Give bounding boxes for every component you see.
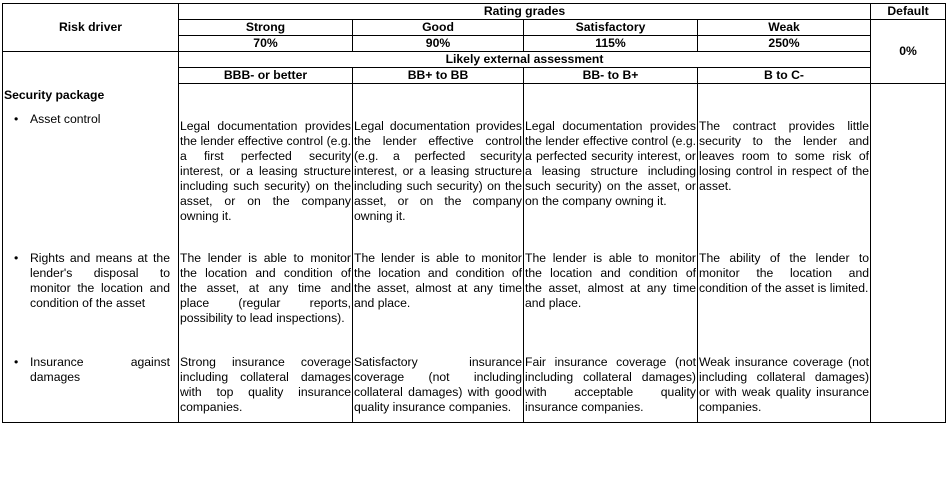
assessment-satisfactory: BB- to B+ — [524, 68, 698, 84]
cell-strong: Legal documentation provides the lender effective control (e.g. a first perfected security interest, or a leasing structure including such security) on the asset, or on the company owning it. — [179, 112, 353, 251]
likely-external-header: Likely external assessment — [179, 52, 871, 68]
rating-grades-table — [2, 3, 946, 423]
table-row — [3, 251, 946, 355]
cell-default — [871, 355, 946, 423]
cell-good: Satisfactory insurance coverage (not including collateral damages) with good quality insurance companies. — [353, 355, 524, 423]
assessment-strong: BBB- or better — [179, 68, 353, 84]
row-label: • Insurance against damages — [3, 355, 179, 423]
grade-strong: Strong — [179, 20, 353, 36]
risk-driver-blank — [3, 52, 179, 84]
cell-good: Legal documentation provides the lender effective control (e.g. a perfected security interest, or a leasing structure including such security) on the asset, or on the company owning it. — [353, 112, 524, 251]
assessment-weak: B to C- — [698, 68, 871, 84]
cell-satisfactory: Fair insurance coverage (not including collateral damages) with acceptable quality insurance companies. — [524, 355, 698, 423]
cell-satisfactory: The lender is able to monitor the location and condition of the asset, almost at any time and place. — [524, 251, 698, 355]
bullet-icon: • — [14, 251, 19, 265]
row-label: • Rights and means at the lender's disposal to monitor the location and condition of the asset — [3, 251, 179, 355]
cell-weak: Weak insurance coverage (not including collateral damages) or with weak quality insurance companies. — [698, 355, 871, 423]
weight-weak: 250% — [698, 36, 871, 52]
cell-strong: The lender is able to monitor the location and condition of the asset, at any time and place (regular reports, possibility to lead inspections). — [179, 251, 353, 355]
row-label: • Asset control — [3, 112, 179, 251]
weight-strong: 70% — [179, 36, 353, 52]
rating-grades-header: Rating grades — [179, 4, 871, 20]
assessment-good: BB+ to BB — [353, 68, 524, 84]
cell-weak: The contract provides little security to the lender and leaves room to some risk of losing control in respect of the asset. — [698, 112, 871, 251]
grade-good: Good — [353, 20, 524, 36]
cell-strong: Strong insurance coverage including collateral damages with top quality insurance companies. — [179, 355, 353, 423]
weight-satisfactory: 115% — [524, 36, 698, 52]
cell-default — [871, 251, 946, 355]
cell-default — [871, 112, 946, 251]
risk-driver-header: Risk driver — [3, 4, 179, 52]
cell-good: The lender is able to monitor the location and condition of the asset, almost at any time and place. — [353, 251, 524, 355]
grade-weak: Weak — [698, 20, 871, 36]
grade-satisfactory: Satisfactory — [524, 20, 698, 36]
bullet-icon: • — [14, 355, 19, 369]
bullet-icon: • — [14, 112, 19, 126]
section-title: Security package — [3, 84, 179, 113]
weight-good: 90% — [353, 36, 524, 52]
cell-satisfactory: Legal documentation provides the lender effective control (e.g. a perfected security interest, or a leasing structure including such security) on the asset, or on the company owning it. — [524, 112, 698, 251]
cell-weak: The ability of the lender to monitor the location and condition of the asset is limited. — [698, 251, 871, 355]
default-weight: 0% — [871, 20, 946, 84]
default-header: Default — [871, 4, 946, 20]
table-row — [3, 112, 946, 251]
table-row — [3, 355, 946, 423]
